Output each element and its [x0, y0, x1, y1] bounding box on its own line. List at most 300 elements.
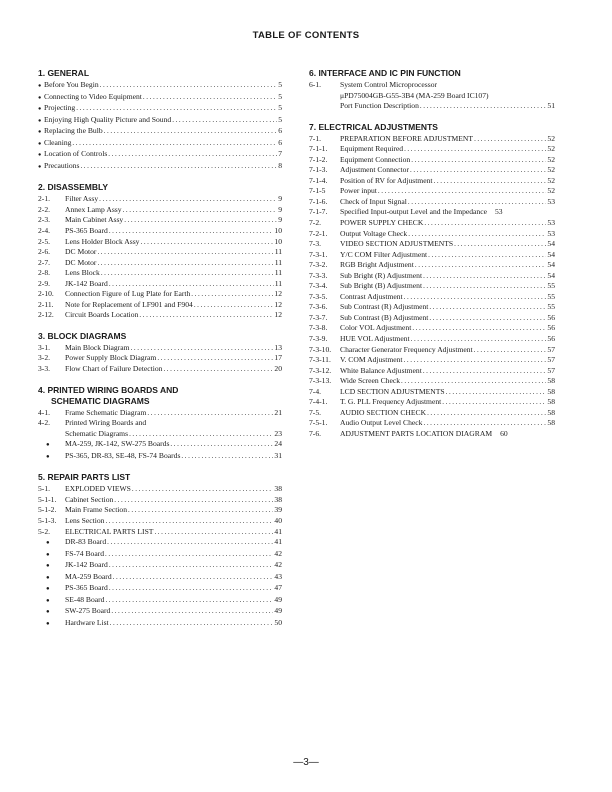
- entry-page-number: 53: [547, 228, 555, 238]
- dot-leader: [163, 364, 273, 375]
- entry-title: Main Cabinet Assy: [65, 215, 124, 225]
- entry-page-number: 42: [274, 560, 282, 570]
- dot-leader: [424, 218, 546, 229]
- entry-number: 5-1-1.: [38, 494, 57, 504]
- toc-entry[interactable]: [38, 606, 282, 618]
- entry-title: Equipment Connection: [340, 154, 411, 164]
- dot-leader: [415, 260, 547, 271]
- entry-number: 7-5-1.: [309, 418, 328, 428]
- section-heading-line: 1. GENERAL: [38, 68, 90, 78]
- entry-number: 7-3-10.: [309, 344, 332, 354]
- entry-page-number: 5: [278, 80, 282, 89]
- entry-page-number: 57: [547, 365, 555, 375]
- entry-title: Y/C COM Filter Adjustment: [340, 249, 428, 259]
- entry-number: 7-5.: [309, 407, 322, 417]
- entry-page-number: 40: [274, 515, 282, 525]
- section-heading-line: 4. PRINTED WIRING BOARDS AND: [38, 384, 179, 395]
- entry-number: ●: [46, 586, 50, 593]
- toc-entry[interactable]: [38, 289, 282, 300]
- entry-title: HUE VOL Adjustment: [340, 334, 410, 344]
- section-heading: [38, 68, 282, 79]
- dot-leader: [97, 247, 273, 258]
- entry-number: 7-3-6.: [309, 302, 328, 312]
- toc-entry[interactable]: [309, 134, 555, 145]
- entry-page-number: 11: [274, 268, 282, 278]
- entry-title: Flow Chart of Failure Detection: [65, 364, 163, 374]
- toc-entry[interactable]: [309, 250, 555, 261]
- entry-page-number: 12: [274, 299, 282, 309]
- entry-title: Connecting to Video Equipment: [44, 91, 142, 101]
- entry-number: 4-1.: [38, 407, 51, 417]
- entry-number: 7-3-13.: [309, 376, 332, 386]
- toc-entry[interactable]: [38, 138, 282, 150]
- toc-entry[interactable]: [38, 215, 282, 226]
- entry-title: SW-275 Board: [65, 606, 111, 616]
- toc-entry[interactable]: [38, 226, 282, 237]
- entry-number: 2-2.: [38, 204, 51, 214]
- entry-page-number: 38: [274, 484, 282, 494]
- toc-entry[interactable]: [38, 80, 282, 92]
- toc-entry[interactable]: [309, 334, 555, 345]
- entry-page-number: 56: [547, 323, 555, 333]
- toc-entry[interactable]: [309, 313, 555, 324]
- entry-title: Replacing the Bulb: [44, 126, 103, 136]
- entry-number: ●: [46, 442, 50, 449]
- toc-entry[interactable]: [309, 302, 555, 313]
- entry-page-number: 43: [274, 571, 282, 581]
- entry-page-number: 50: [274, 617, 282, 627]
- toc-entry[interactable]: [309, 239, 555, 250]
- entry-title: AUDIO SECTION CHECK: [340, 407, 427, 417]
- toc-entry[interactable]: [38, 258, 282, 269]
- entry-title: Note for Replacement of LF901 and F904: [65, 299, 193, 309]
- entry-number: 7-3.: [309, 239, 322, 249]
- entry-number: ●: [38, 94, 42, 101]
- entry-page-number: 24: [274, 439, 282, 449]
- dot-leader: [429, 313, 546, 324]
- entry-title: Contrast Adjustment: [340, 291, 403, 301]
- dot-leader: [105, 595, 273, 606]
- entry-number: 7-1.: [309, 133, 322, 143]
- entry-number: ●: [38, 117, 42, 124]
- entry-number: 7-4-1.: [309, 397, 328, 407]
- toc-left-column: [38, 68, 282, 639]
- entry-title: ADJUSTMENT PARTS LOCATION DIAGRAM: [340, 428, 493, 438]
- dot-leader: [411, 334, 547, 345]
- entry-page-number: 58: [547, 376, 555, 386]
- dot-leader: [111, 606, 273, 617]
- entry-page-number: 41: [274, 526, 282, 536]
- toc-entry[interactable]: [38, 364, 282, 375]
- section-heading: [309, 122, 555, 133]
- entry-number: ●: [46, 620, 50, 627]
- toc-section: [309, 122, 555, 440]
- entry-title: Check of Input Signal: [340, 196, 407, 206]
- toc-entry[interactable]: [309, 197, 555, 208]
- entry-number: 5-1-3.: [38, 515, 57, 525]
- dot-leader: [129, 429, 273, 440]
- entry-page-number: 23: [274, 428, 282, 438]
- toc-entry[interactable]: [309, 144, 555, 155]
- toc-entry[interactable]: [309, 101, 555, 112]
- entry-number: 7-2.: [309, 218, 322, 228]
- entry-page-number: 38: [274, 494, 282, 504]
- entry-page-number: 53: [547, 218, 555, 228]
- toc-entry[interactable]: [38, 237, 282, 248]
- dot-leader: [80, 161, 277, 172]
- entry-title: Sub Contrast (R) Adjustment: [340, 302, 429, 312]
- section-heading-line: 6. INTERFACE AND IC PIN FUNCTION: [309, 68, 461, 78]
- dot-leader: [408, 229, 546, 240]
- dot-leader: [423, 281, 546, 292]
- dot-leader: [104, 126, 278, 137]
- entry-page-number: 17: [274, 353, 282, 363]
- dot-leader: [412, 323, 546, 334]
- entry-page-number: 12: [274, 310, 282, 320]
- entry-number: ●: [38, 140, 42, 147]
- entry-title: Projecting: [44, 103, 76, 113]
- dot-leader: [423, 418, 546, 429]
- entry-page-number: 55: [547, 302, 555, 312]
- page-title: TABLE OF CONTENTS: [252, 30, 360, 41]
- section-heading: [38, 331, 282, 342]
- toc-entry[interactable]: [309, 271, 555, 282]
- entry-number: 2-5.: [38, 236, 51, 246]
- section-heading: [309, 68, 555, 79]
- entry-title: Filter Assy: [65, 194, 99, 204]
- entry-title: Port Function Description: [340, 101, 419, 111]
- toc-entry[interactable]: [38, 300, 282, 311]
- dot-leader: [378, 186, 546, 197]
- entry-page-number: 56: [547, 334, 555, 344]
- toc-entry[interactable]: [309, 176, 555, 187]
- dot-leader: [191, 289, 273, 300]
- entry-number: 7-3-11.: [309, 355, 331, 365]
- entry-title: Annex Lamp Assy: [65, 204, 122, 214]
- dot-leader: [76, 103, 277, 114]
- entry-page-number: 57: [547, 344, 555, 354]
- entry-title: Wide Screen Check: [340, 376, 400, 386]
- entry-title: Output Voltage Check: [340, 228, 408, 238]
- toc-entry[interactable]: [309, 429, 555, 440]
- toc-entry[interactable]: [38, 353, 282, 364]
- section-heading-line: 3. BLOCK DIAGRAMS: [38, 330, 127, 341]
- dot-leader: [170, 439, 273, 450]
- dot-leader: [434, 176, 547, 187]
- entry-title: Power Supply Block Diagram: [65, 353, 157, 363]
- entry-page-number: 54: [547, 239, 555, 249]
- entry-number: 5-1-2.: [38, 505, 57, 515]
- entry-page-number: 57: [547, 355, 555, 365]
- toc-entry[interactable]: [38, 161, 282, 173]
- dot-leader: [128, 505, 273, 516]
- entry-title: SE-48 Board: [65, 594, 105, 604]
- entry-number: 7-1-4.: [309, 175, 328, 185]
- entry-page-number: 5: [278, 114, 282, 124]
- dot-leader: [474, 345, 547, 356]
- dot-leader: [100, 80, 278, 91]
- entry-title: Lens Block: [65, 268, 100, 278]
- toc-entry[interactable]: [309, 387, 555, 398]
- entry-page-number: 52: [547, 175, 555, 185]
- dot-leader: [139, 310, 273, 321]
- entry-title: EXPLODED VIEWS: [65, 484, 131, 494]
- entry-page-number: 31: [274, 450, 282, 460]
- entry-page-number: 52: [547, 144, 555, 154]
- dot-leader: [181, 451, 273, 462]
- dot-leader: [101, 268, 274, 279]
- entry-title: MA-259 Board: [65, 571, 112, 581]
- entry-title: PS-365 Board: [65, 583, 108, 593]
- entry-number: 2-9.: [38, 278, 51, 288]
- entry-title: T. G. PLL Frequency Adjustment: [340, 397, 442, 407]
- entry-title: JK-142 Board: [65, 278, 108, 288]
- entry-number: 7-3-1.: [309, 249, 328, 259]
- entry-page-number: 53: [494, 207, 503, 217]
- entry-title: DC Motor: [65, 247, 97, 257]
- entry-title: Hardware List: [65, 617, 109, 627]
- entry-title: Power input: [340, 186, 377, 196]
- entry-title: Precautions: [44, 160, 80, 170]
- toc-entry[interactable]: [38, 537, 282, 549]
- dot-leader: [113, 572, 274, 583]
- entry-title: Equipment Required: [340, 144, 404, 154]
- entry-number: ●: [38, 83, 42, 89]
- page-number: —3—: [293, 757, 319, 768]
- toc-entry[interactable]: [309, 366, 555, 377]
- entry-page-number: 58: [547, 397, 555, 407]
- toc-entry[interactable]: [309, 207, 555, 218]
- entry-title: Printed Wiring Boards and: [65, 418, 147, 428]
- toc-entry[interactable]: [309, 323, 555, 334]
- toc-entry[interactable]: [309, 91, 555, 102]
- entry-title: Audio Output Level Check: [340, 418, 423, 428]
- toc-entry[interactable]: [309, 186, 555, 197]
- section-heading: [38, 385, 282, 407]
- entry-title: Main Block Diagram: [65, 342, 130, 352]
- dot-leader: [408, 197, 547, 208]
- entry-title: Sub Bright (B) Adjustment: [340, 281, 423, 291]
- entry-page-number: 12: [274, 289, 282, 299]
- dot-leader: [423, 271, 546, 282]
- entry-title: Circuit Boards Location: [65, 310, 139, 320]
- dot-leader: [474, 134, 546, 145]
- toc-entry[interactable]: [309, 355, 555, 366]
- entry-number: 6-1.: [309, 80, 322, 89]
- dot-leader: [143, 92, 277, 103]
- toc-entry[interactable]: [38, 439, 282, 451]
- toc-section: [38, 182, 282, 321]
- entry-page-number: 42: [274, 548, 282, 558]
- toc-entry[interactable]: [38, 408, 282, 419]
- entry-number: 7-1-7.: [309, 207, 328, 217]
- toc-entry[interactable]: [38, 618, 282, 630]
- toc-entry[interactable]: [309, 418, 555, 429]
- entry-page-number: 20: [274, 364, 282, 374]
- toc-entry[interactable]: [38, 429, 282, 440]
- entry-page-number: 9: [278, 204, 282, 214]
- toc-entry[interactable]: [38, 343, 282, 354]
- entry-number: 7-4.: [309, 386, 322, 396]
- dot-leader: [147, 408, 273, 419]
- toc-entry[interactable]: [38, 451, 282, 463]
- entry-number: 7-1-5: [309, 186, 326, 196]
- dot-leader: [446, 387, 547, 398]
- toc-entry[interactable]: [38, 527, 282, 538]
- dot-leader: [72, 138, 277, 149]
- dot-leader: [109, 583, 274, 594]
- toc-section: [38, 385, 282, 463]
- toc-entry[interactable]: [38, 115, 282, 127]
- entry-number: ●: [46, 540, 50, 547]
- toc-entry[interactable]: [309, 80, 555, 91]
- toc-entry[interactable]: [38, 126, 282, 138]
- entry-number: ●: [38, 152, 42, 159]
- entry-page-number: 60: [500, 428, 508, 438]
- entry-number: 2-8.: [38, 268, 51, 278]
- entry-number: ●: [46, 563, 50, 570]
- entry-title: VIDEO SECTION ADJUSTMENTS: [340, 239, 454, 249]
- toc-entry[interactable]: [38, 505, 282, 516]
- toc-entry[interactable]: [309, 397, 555, 408]
- toc-entry[interactable]: [309, 281, 555, 292]
- dot-leader: [404, 292, 547, 303]
- toc-entry[interactable]: [38, 560, 282, 572]
- dot-leader: [97, 258, 273, 269]
- toc-entry[interactable]: [38, 549, 282, 561]
- toc-entry[interactable]: [38, 595, 282, 607]
- dot-leader: [123, 205, 278, 216]
- entry-number: 4-2.: [38, 418, 51, 428]
- toc-entry[interactable]: [309, 218, 555, 229]
- toc-entry[interactable]: [309, 292, 555, 303]
- entry-page-number: 10: [274, 236, 282, 246]
- entry-page-number: 41: [274, 537, 282, 547]
- section-heading: [38, 182, 282, 193]
- toc-entry[interactable]: [309, 165, 555, 176]
- entry-title: LCD SECTION ADJUSTMENTS: [340, 386, 445, 396]
- toc-entry[interactable]: [38, 205, 282, 216]
- entry-title: DR-83 Board: [65, 537, 107, 547]
- entry-page-number: 58: [547, 407, 555, 417]
- entry-number: 2-12.: [38, 310, 54, 320]
- entry-number: 2-4.: [38, 226, 51, 236]
- toc-entry[interactable]: [38, 247, 282, 258]
- toc-entry[interactable]: [38, 484, 282, 495]
- dot-leader: [132, 484, 274, 495]
- entry-number: 2-11.: [38, 299, 54, 309]
- entry-title: JK-142 Board: [65, 560, 108, 570]
- entry-page-number: 11: [274, 278, 282, 288]
- entry-title: ELECTRICAL PARTS LIST: [65, 526, 154, 536]
- toc-entry[interactable]: [309, 345, 555, 356]
- entry-number: ●: [38, 129, 42, 136]
- toc-entry[interactable]: [38, 103, 282, 115]
- dot-leader: [404, 144, 546, 155]
- toc-entry[interactable]: [38, 92, 282, 104]
- entry-title: PS-365 Board: [65, 226, 108, 236]
- entry-page-number: 21: [274, 407, 282, 417]
- entry-number: ●: [46, 597, 50, 604]
- entry-title: Lens Holder Block Assy: [65, 236, 140, 246]
- entry-number: 2-1.: [38, 194, 51, 204]
- dot-leader: [105, 549, 273, 560]
- entry-title: V. COM Adjustment: [340, 355, 403, 365]
- entry-page-number: 51: [547, 101, 555, 111]
- entry-page-number: 52: [547, 154, 555, 164]
- toc-entry[interactable]: [38, 418, 282, 429]
- entry-page-number: 11: [274, 257, 282, 267]
- entry-title: Schematic Diagrams: [65, 428, 129, 438]
- toc-entry[interactable]: [38, 495, 282, 506]
- toc-entry[interactable]: [309, 260, 555, 271]
- entry-title: Color VOL Adjustment: [340, 323, 412, 333]
- entry-title: System Control Microprocessor: [340, 80, 438, 89]
- entry-page-number: 49: [274, 606, 282, 616]
- toc-entry[interactable]: [38, 194, 282, 205]
- toc-entry[interactable]: [38, 583, 282, 595]
- dot-leader: [99, 194, 277, 205]
- entry-number: 3-3.: [38, 364, 51, 374]
- entry-title: Enjoying High Quality Picture and Sound: [44, 114, 172, 124]
- entry-page-number: 58: [547, 386, 555, 396]
- dot-leader: [109, 279, 274, 290]
- toc-entry[interactable]: [38, 516, 282, 527]
- entry-number: ●: [46, 574, 50, 581]
- toc-entry[interactable]: [309, 155, 555, 166]
- dot-leader: [410, 165, 546, 176]
- entry-page-number: 7: [278, 149, 282, 159]
- entry-page-number: 54: [547, 260, 555, 270]
- entry-page-number: 5: [278, 103, 282, 113]
- entry-number: 3-2.: [38, 353, 51, 363]
- entry-page-number: 56: [547, 312, 555, 322]
- toc-entry[interactable]: [38, 572, 282, 584]
- toc-entry[interactable]: [38, 149, 282, 161]
- entry-page-number: 6: [278, 126, 282, 136]
- toc-entry[interactable]: [309, 229, 555, 240]
- entry-title: Character Generator Frequency Adjustment: [340, 344, 473, 354]
- entry-page-number: 52: [547, 186, 555, 196]
- toc-entry[interactable]: [38, 279, 282, 290]
- dot-leader: [107, 537, 273, 548]
- entry-page-number: 9: [278, 194, 282, 204]
- entry-title: PS-365, DR-83, SE-48, FS-74 Boards: [65, 450, 181, 460]
- entry-number: 3-1.: [38, 342, 51, 352]
- entry-number: ●: [46, 609, 50, 616]
- toc-entry[interactable]: [309, 408, 555, 419]
- dot-leader: [427, 408, 546, 419]
- dot-leader: [108, 149, 277, 160]
- entry-page-number: 6: [278, 137, 282, 147]
- entry-title: POWER SUPPLY CHECK: [340, 218, 424, 228]
- dot-leader: [429, 302, 546, 313]
- dot-leader: [114, 495, 273, 506]
- entry-number: 7-3-5.: [309, 291, 328, 301]
- entry-page-number: 58: [547, 418, 555, 428]
- entry-number: 7-3-3.: [309, 270, 328, 280]
- toc-entry[interactable]: [38, 310, 282, 321]
- toc-entry[interactable]: [309, 376, 555, 387]
- toc-entry[interactable]: [38, 268, 282, 279]
- dot-leader: [105, 516, 273, 527]
- entry-page-number: 10: [274, 226, 282, 236]
- entry-page-number: 55: [547, 281, 555, 291]
- entry-title: Connection Figure of Lug Plate for Earth: [65, 289, 191, 299]
- entry-number: 2-10.: [38, 289, 54, 299]
- entry-title: Frame Schematic Diagram: [65, 407, 147, 417]
- entry-number: 7-3-12.: [309, 365, 332, 375]
